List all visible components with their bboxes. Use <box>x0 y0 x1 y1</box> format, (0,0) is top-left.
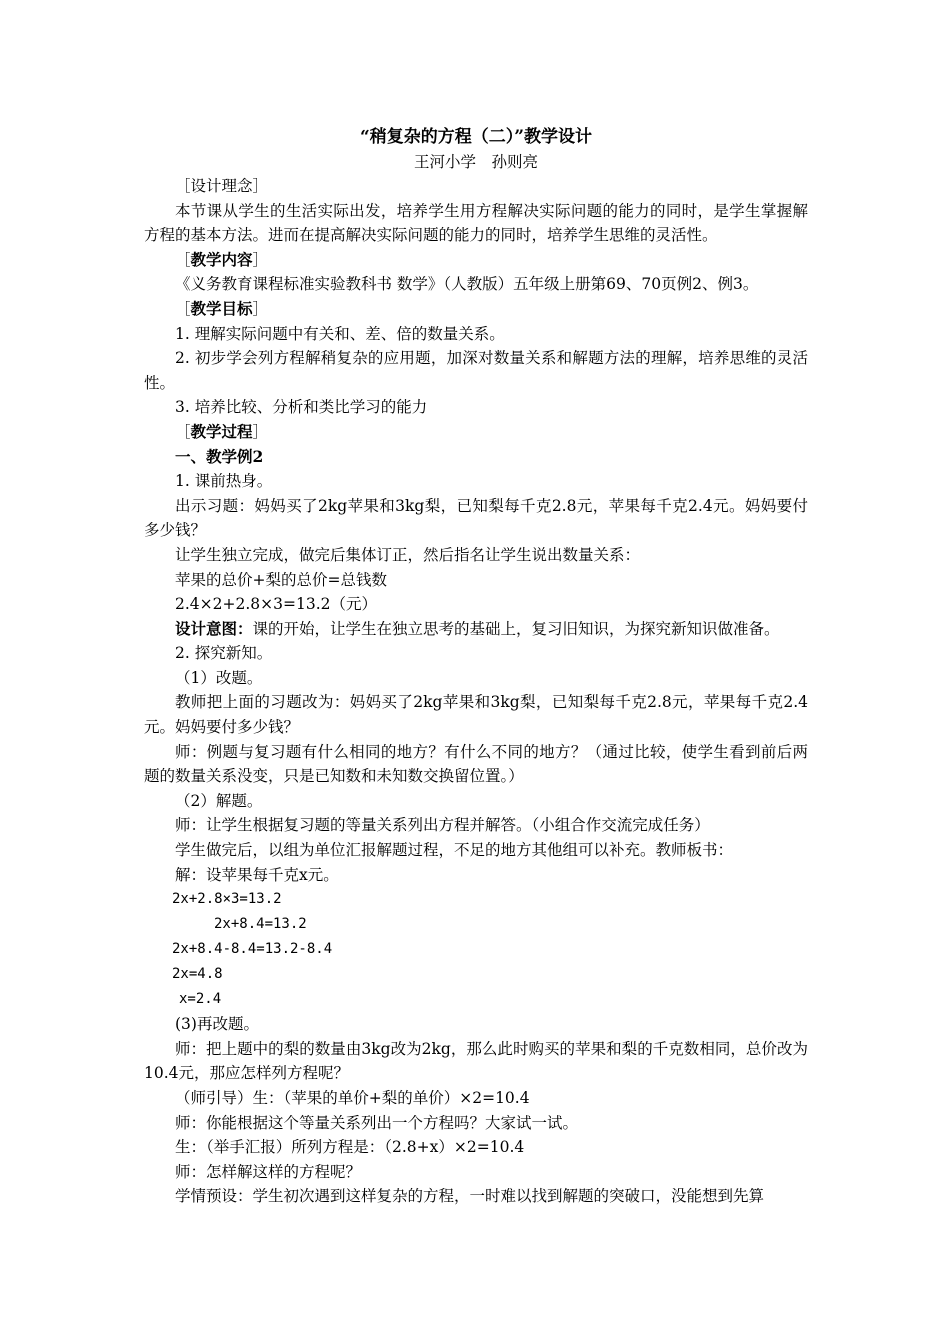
sub-step-3: (3)再改题。 <box>175 1015 259 1034</box>
goal-item-3: 3. 培养比较、分析和类比学习的能力 <box>175 398 428 417</box>
design-intent: 设计意图：课的开始，让学生在独立思考的基础上，复习旧知识，为探究新知识做准备。 <box>175 618 780 638</box>
learning-preview: 学情预设：学生初次遇到这样复杂的方程，一时难以找到解题的突破口，没能想到先算 <box>175 1187 765 1206</box>
changed-problem-2: 师：把上题中的梨的数量由3kg改为2kg，那么此时购买的苹果和梨的千克数相同，总价改为10.4元，那应怎样列方程呢？ <box>144 1039 808 1083</box>
exercise-1-note: 让学生独立完成，做完后集体订正，然后指名让学生说出数量关系： <box>175 545 641 564</box>
document-page <box>144 124 808 1209</box>
equation-line-2: 2x+8.4=13.2 <box>214 916 307 933</box>
goal-item-1: 1. 理解实际问题中有关和、差、倍的数量关系。 <box>175 324 505 343</box>
sub-step-1: （1）改题。 <box>175 668 263 687</box>
teacher-question-1: 师：例题与复习题有什么相同的地方？有什么不同的地方？（通过比较，使学生看到前后两题的数量关系没变，只是已知数和未知数交换留位置。） <box>144 742 808 786</box>
teacher-guide: （师引导）生：（苹果的单价+梨的单价）×2=10.4 <box>175 1089 530 1107</box>
step-2: 2. 探究新知。 <box>175 644 273 663</box>
equation-line-1: 2x+2.8×3=13.2 <box>172 891 282 908</box>
document-author: 王河小学 孙则亮 <box>413 153 538 171</box>
section-heading-design-idea: ［设计理念］ <box>175 177 269 195</box>
section-heading-content: ［教学内容］ <box>175 249 269 269</box>
document-title: “稍复杂的方程（二）”教学设计 <box>359 127 593 147</box>
calc-text: 2.4×2+2.8×3=13.2（元） <box>175 595 377 614</box>
equation-line-4: 2x=4.8 <box>172 966 223 983</box>
solution-set: 解：设苹果每千克x元。 <box>175 865 339 884</box>
relation-text: 苹果的总价+梨的总价=总钱数 <box>175 570 387 589</box>
changed-problem-1: 教师把上面的习题改为：妈妈买了2kg苹果和3kg梨，已知梨每千克2.8元，苹果每千克2.4元。妈妈要付多少钱？ <box>144 693 808 737</box>
step-1: 1. 课前热身。 <box>175 472 273 491</box>
sub-step-2: （2）解题。 <box>175 791 263 810</box>
equation-line-3: 2x+8.4-8.4=13.2-8.4 <box>172 941 333 958</box>
exercise-1: 出示习题：妈妈买了2kg苹果和3kg梨，已知梨每千克2.8元，苹果每千克2.4元。妈妈要付多少钱？ <box>144 496 808 540</box>
teacher-question-3: 师：怎样解这样的方程呢？ <box>175 1162 362 1181</box>
student-report: 学生做完后，以组为单位汇报解题过程，不足的地方其他组可以补充。教师板书： <box>175 841 734 860</box>
content-text: 《义务教育课程标准实验教科书 数学》（人教版）五年级上册第69、70页例2、例3。 <box>175 275 759 294</box>
teacher-question-2: 师：你能根据这个等量关系列出一个方程吗？大家试一试。 <box>175 1113 579 1132</box>
goal-item-2: 2. 初步学会列方程解稍复杂的应用题，加深对数量关系和解题方法的理解，培养思维的灵活性。 <box>144 349 808 392</box>
design-idea-text: 本节课从学生的生活实际出发，培养学生用方程解决实际问题的能力的同时，是学生掌握解方程的基本方法。进而在提高解决实际问题的能力的同时，培养学生思维的灵活性。 <box>144 201 808 245</box>
teacher-task: 师：让学生根据复习题的等量关系列出方程并解答。（小组合作交流完成任务） <box>175 816 710 835</box>
equation-line-5: x=2.4 <box>179 991 222 1008</box>
section-heading-process: ［教学过程］ <box>175 421 269 441</box>
section-heading-goals: ［教学目标］ <box>175 298 269 318</box>
student-answer: 生：（举手汇报）所列方程是：（2.8+x）×2=10.4 <box>175 1138 525 1157</box>
part-heading-1: 一、教学例2 <box>175 446 264 466</box>
